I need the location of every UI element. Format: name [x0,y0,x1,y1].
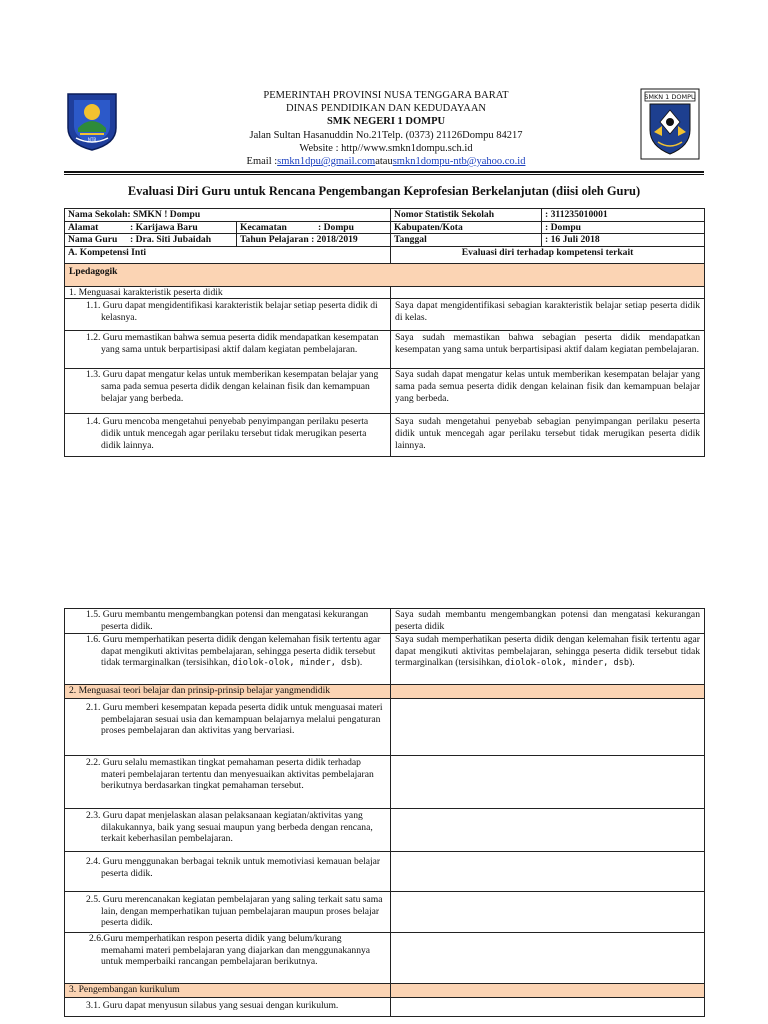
indicator-text: 1.2. Guru memastikan bahwa semua peserta didik mendapatkan kesempatan yang sama untuk berpartisipasi aktif dalam kegiatan pembelajaran. [65,331,391,369]
self-evaluation-text [391,809,705,852]
self-evaluation-text: Saya sudah dapat mengatur kelas untuk memberikan kesempatan belajar yang sama pada semua peserta didik dengan kelainan fisik dan kemampuan belajar yang berbeda. [391,369,705,414]
group-heading-2: 2. Menguasai teori belajar dan prinsip-prinsip belajar yangmendidik [65,685,391,699]
indicator-row [65,369,705,414]
address-cell: Alamat : Karijawa Baru [65,221,237,234]
indicator-text: 1.4. Guru mencoba mengetahui penyebab penyimpangan perilaku peserta didik untuk mencegah agar perilaku tersebut tidak merugikan peserta didik lainnya. [65,414,391,457]
self-evaluation-heading: Evaluasi diri terhadap kompetensi terkait [391,246,705,263]
indicator-text: 2.2. Guru selalu memastikan tingkat pemahaman peserta didik terhadap materi pembelajaran tertentu dan menyesuaikan aktivitas pembelajaran berikutnya berdasarkan tingkat pemahaman tersebut. [65,756,391,809]
indicator-row [65,699,705,756]
regency-value: : Dompu [542,221,705,234]
core-competency-heading: A. Kompetensi Inti [65,246,391,263]
school-website: Website : http//www.smkn1dompu.sch.id [299,142,473,154]
handwritten-text: diolok-olok, minder, dsb [232,658,357,669]
provincial-emblem-logo [64,88,120,152]
svg-text:NTB: NTB [87,137,97,142]
indicator-row [65,998,705,1017]
indicator-text: 1.5. Guru membantu mengembangkan potensi dan mengatasi kekurangan peserta didik. [65,609,391,634]
indicator-text: 2.5. Guru merencanakan kegiatan pembelajaran yang saling terkait satu sama lain, dengan memperhatikan tujuan pembelajaran maupun proses belajar peserta didik. [65,892,391,933]
info-row-school [65,209,705,222]
indicator-text: 2.6.Guru memperhatikan respon peserta didik yang belum/kurang memahami materi pembelajaran yang diajarkan dan menggunakannya untuk memperbaiki rancangan pembelajaran berikutnya. [65,933,391,984]
nss-label: Nomor Statistik Sekolah [391,209,542,222]
indicator-text: 1.1. Guru dapat mengidentifikasi karakteristik belajar setiap peserta didik di kelasnya. [65,299,391,331]
handwritten-text: diolok-olok, minder, dsb [504,658,630,669]
school-year-cell: Tahun Pelajaran : 2018/2019 [237,234,391,247]
indicator-row [65,609,705,634]
indicator-text: 1.3. Guru dapat mengatur kelas untuk memberikan kesempatan belajar yang sama pada semua peserta didik dengan kelainan fisik dan kemampuan belajar yang berbeda. [65,369,391,414]
info-row-address [65,221,705,234]
self-evaluation-text [391,756,705,809]
date-value: : 16 Juli 2018 [542,234,705,247]
header-divider-thick [64,171,704,173]
self-evaluation-text: Saya sudah mengetahui penyebab sebagian penyimpangan perilaku peserta didik untuk mencegah agar perilaku tersebut tidak merugikan peserta didik lainnya. [391,414,705,457]
self-evaluation-text: Saya dapat mengidentifikasi sebagian karakteristik belajar setiap peserta didik di kelas. [391,299,705,331]
school-crest-logo [640,88,700,160]
info-row-teacher [65,234,705,247]
indicator-row [65,933,705,984]
school-email: Email :smkn1dpu@gmail.comatausmkn1dompu-ntb@yahoo.co.id [246,156,526,168]
school-name: SMK NEGERI 1 DOMPU [326,116,446,128]
evaluation-table-part1 [64,208,705,457]
nss-value: : 311235010001 [542,209,705,222]
indicator-text: 2.3. Guru dapat menjelaskan alasan pelaksanaan kegiatan/aktivitas yang dilakukannya, baik yang sesuai maupun yang berbeda dengan rencana, terkait keberhasilan pembelajaran. [65,809,391,852]
self-evaluation-text: Saya sudah memastikan bahwa sebagian peserta didik mendapatkan kesempatan yang sama untuk berpartisipasi aktif dalam kegiatan pembelajaran. [391,331,705,369]
group-heading-3: 3. Pengembangan kurikulum [65,984,391,998]
indicator-row [65,892,705,933]
group-heading-3-blank [391,984,705,998]
info-row-headings [65,246,705,263]
self-evaluation-text [391,998,705,1017]
section-row-pedagogik [65,263,705,286]
self-evaluation-text: Saya sudah membantu mengembangkan potensi dan mengatasi kekurangan peserta didik [391,609,705,634]
section-pedagogik: Lpedagogik [65,263,705,286]
self-evaluation-text [391,933,705,984]
teacher-cell: Nama Guru : Dra. Siti Jubaidah [65,234,237,247]
indicator-row [65,331,705,369]
svg-text:SMKN 1 DOMPU: SMKN 1 DOMPU [644,93,696,101]
email-link-gmail[interactable]: smkn1dpu@gmail.com [277,156,376,168]
indicator-row [65,634,705,685]
school-name-cell: Nama Sekolah: SMKN ! Dompu [65,209,391,222]
email-link-yahoo[interactable]: smkn1dompu-ntb@yahoo.co.id [392,156,526,168]
indicator-row [65,756,705,809]
indicator-text: 3.1. Guru dapat menyusun silabus yang sesuai dengan kurikulum. [65,998,391,1017]
indicator-row [65,299,705,331]
indicator-row [65,852,705,892]
self-evaluation-text [391,852,705,892]
regency-label: Kabupaten/Kota [391,221,542,234]
indicator-row [65,809,705,852]
indicator-text: 1.6. Guru memperhatikan peserta didik dengan kelemahan fisik tertentu agar dapat mengikuti aktivitas pembelajaran, sehingga peserta didik tersebut tidak termarginalkan (tersisihkan, diolok-olok, minder, dsb). [65,634,391,685]
group-heading-1: 1. Menguasai karakteristik peserta didik [65,286,391,299]
group-row-2 [65,685,705,699]
indicator-row [65,414,705,457]
government-line: PEMERINTAH PROVINSI NUSA TENGGARA BARAT [263,90,509,101]
letterhead-text [190,89,582,168]
date-label: Tanggal [391,234,542,247]
group-heading-1-blank [391,286,705,299]
group-row-1 [65,286,705,299]
evaluation-table-part2 [64,608,705,1017]
letterhead [0,0,768,175]
group-heading-2-blank [391,685,705,699]
document-title: Evaluasi Diri Guru untuk Rencana Pengembangan Keprofesian Berkelanjutan (diisi oleh Guru) [127,184,641,198]
indicator-text: 2.1. Guru memberi kesempatan kepada peserta didik untuk menguasai materi pembelajaran sesuai usia dan kemampuan belajarnya melalui pengaturan proses pembelajaran dan aktivitas yang bervariasi. [65,699,391,756]
district-cell: Kecamatan : Dompu [237,221,391,234]
self-evaluation-text [391,892,705,933]
indicator-text: 2.4. Guru menggunakan berbagai teknik untuk memotiviasi kemauan belajar peserta didik. [65,852,391,892]
group-row-3 [65,984,705,998]
header-divider-thin [64,174,704,175]
self-evaluation-text [391,699,705,756]
self-evaluation-text: Saya sudah memperhatikan peserta didik dengan kelemahan fisik tertentu agar dapat mengikuti aktivitas pembelajaran, sehingga peserta didik tersebut tidak termarginalkan (tersisihkan, diolok-olok, minder, dsb). [391,634,705,685]
department-line: DINAS PENDIDIKAN DAN KEDUDAYAAN [286,103,486,115]
school-address: Jalan Sultan Hasanuddin No.21Telp. (0373) 21126Dompu 84217 [249,129,523,141]
